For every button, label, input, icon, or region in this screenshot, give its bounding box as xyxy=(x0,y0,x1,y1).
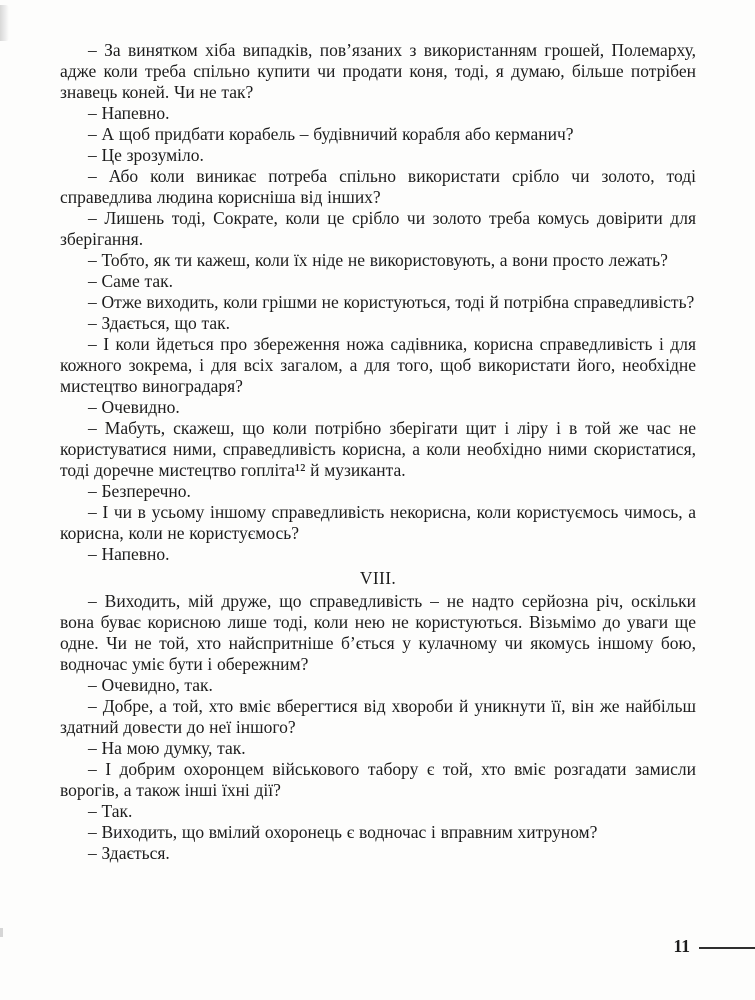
dialogue-paragraph: – Виходить, мій друже, що справедливість – не надто серйозна річ, оскільки вона буває корисною лише тоді, коли нею не користуються. Візьмімо до уваги ще одне. Чи не той, хто найспритніше б’ється у кулачному чи якомусь іншому бою, водночас уміє бути і обережним? xyxy=(60,591,696,674)
dialogue-paragraph: – Здається, що так. xyxy=(88,313,230,333)
dialogue-paragraph: – Тобто, як ти кажеш, коли їх ніде не використовують, а вони просто лежать? xyxy=(88,250,668,270)
dialogue-paragraph: – Очевидно. xyxy=(88,397,180,417)
dialogue-paragraph: – На мою думку, так. xyxy=(88,738,246,758)
dialogue-paragraph: – Так. xyxy=(88,801,133,821)
dialogue-paragraph: – Мабуть, скажеш, що коли потрібно зберігати щит і ліру і в той же час не користуватися ними, справедливість корисна, а коли необхідно ними скористатися, тоді доречне мистецтво гопліта¹² й музиканта. xyxy=(60,418,696,480)
dialogue-paragraph: – Лишень тоді, Сократе, коли це срібло чи золото треба комусь довірити для зберігання. xyxy=(60,208,696,249)
dialogue-section-1 xyxy=(60,40,696,565)
dialogue-section-2 xyxy=(60,591,696,864)
dialogue-paragraph: – Виходить, що вмілий охоронець є водночас і вправним хитруном? xyxy=(88,822,598,842)
dialogue-paragraph: – Саме так. xyxy=(88,271,173,291)
section-heading: VIII. xyxy=(359,568,397,588)
dialogue-paragraph: – І коли йдеться про збереження ножа садівника, корисна справедливість і для кожного зокрема, і для всіх загалом, а для того, щоб використати його, необхідне мистецтво виноградаря? xyxy=(60,334,696,396)
dialogue-paragraph: – Очевидно, так. xyxy=(88,675,213,695)
dialogue-paragraph: – Це зрозуміло. xyxy=(88,145,204,165)
dialogue-paragraph: – Безперечно. xyxy=(88,481,191,501)
scan-artifact-bottom xyxy=(0,928,3,937)
page-footer xyxy=(673,935,755,957)
dialogue-paragraph: – Добре, а той, хто вміє вберегтися від хвороби й уникнути її, він же найбільш здатний довести до неї іншого? xyxy=(60,696,696,737)
dialogue-paragraph: – Здається. xyxy=(88,843,170,863)
footer-rule xyxy=(699,947,755,949)
dialogue-paragraph: – Напевно. xyxy=(88,544,170,564)
dialogue-paragraph: – І добрим охоронцем військового табору є той, хто вміє розгадати замисли ворогів, а також інші їхні дії? xyxy=(60,759,696,800)
page-number: 11 xyxy=(673,936,690,956)
dialogue-paragraph: – І чи в усьому іншому справедливість некорисна, коли користуємось чимось, а корисна, коли не користуємось? xyxy=(60,502,696,543)
dialogue-paragraph: – Отже виходить, коли грішми не користуються, тоді й потрібна справедливість? xyxy=(88,292,695,312)
dialogue-paragraph: – Напевно. xyxy=(88,103,170,123)
dialogue-paragraph: – За винятком хіба випадків, пов’язаних з використанням грошей, Полемарху, адже коли треба спільно купити чи продати коня, тоді, я думаю, більше потрібен знавець коней. Чи не так? xyxy=(60,40,696,102)
scan-artifact-top xyxy=(0,5,9,41)
dialogue-paragraph: – Або коли виникає потреба спільно використати срібло чи золото, тоді справедлива людина корисніша від інших? xyxy=(60,166,696,207)
dialogue-paragraph: – А щоб придбати корабель – будівничий корабля або керманич? xyxy=(88,124,574,144)
page-text-block xyxy=(60,40,696,864)
